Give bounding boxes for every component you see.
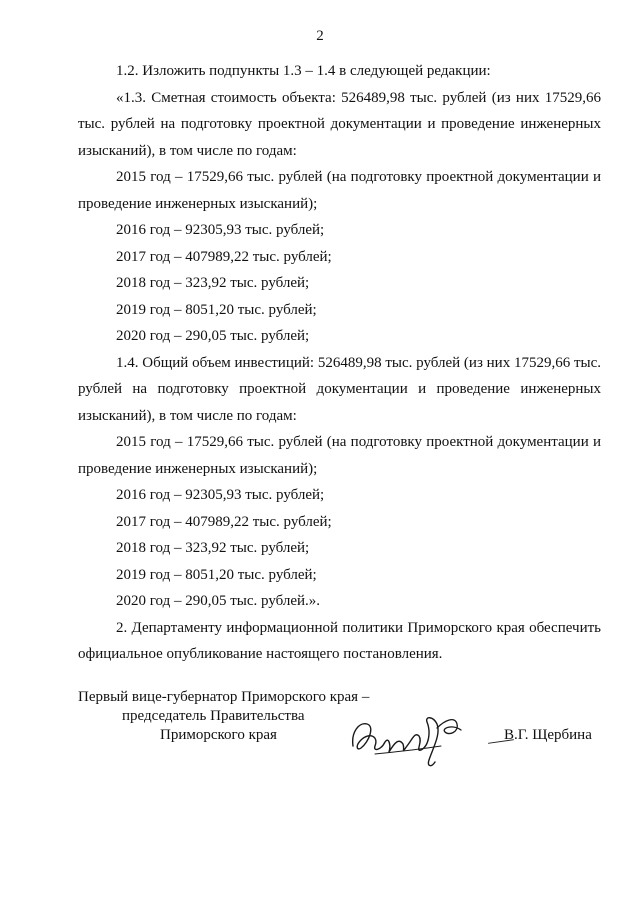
page-number: 2 — [316, 28, 324, 44]
paragraph-1-3: «1.3. Сметная стоимость объекта: 526489,98 тыс. рублей (из них 17529,66 тыс. рублей на подготовку проектной документации и проведение инженерных изысканий), в том числе по годам: — [78, 89, 601, 159]
paragraph-1-3-year-2017: 2017 год – 407989,22 тыс. рублей; — [116, 248, 332, 265]
paragraph-1-4-year-2015: 2015 год – 17529,66 тыс. рублей (на подготовку проектной документации и проведение инженерных изысканий); — [78, 434, 601, 477]
paragraph-1-4-year-2018: 2018 год – 323,92 тыс. рублей; — [116, 540, 310, 556]
signature-block — [0, 688, 640, 778]
document-body — [78, 58, 601, 668]
signatory-title-line-2: председатель Правительства — [122, 708, 305, 724]
paragraph-1-3-year-2018: 2018 год – 323,92 тыс. рублей; — [116, 275, 310, 291]
signatory-title-line-1: Первый вице-губернатор Приморского края – — [78, 689, 370, 705]
paragraph-1-3-year-2016: 2016 год – 92305,93 тыс. рублей; — [116, 222, 325, 238]
paragraph-1-4-year-2017: 2017 год – 407989,22 тыс. рублей; — [116, 513, 332, 530]
paragraph-1-4-year-2019: 2019 год – 8051,20 тыс. рублей; — [116, 566, 317, 583]
paragraph-1-3-year-2020: 2020 год – 290,05 тыс. рублей; — [116, 328, 310, 344]
paragraph-1-2: 1.2. Изложить подпункты 1.3 – 1.4 в следующей редакции: — [116, 63, 491, 79]
paragraph-1-3-year-2015: 2015 год – 17529,66 тыс. рублей (на подготовку проектной документации и проведение инженерных изысканий); — [78, 169, 601, 212]
paragraph-1-3-year-2019: 2019 год – 8051,20 тыс. рублей; — [116, 301, 317, 318]
paragraph-1-4-year-2020: 2020 год – 290,05 тыс. рублей.». — [116, 593, 321, 609]
paragraph-1-4-year-2016: 2016 год – 92305,93 тыс. рублей; — [116, 487, 325, 503]
paragraph-2: 2. Департаменту информационной политики Приморского края обеспечить официальное опубликование настоящего постановления. — [78, 619, 601, 662]
signatory-name: В.Г. Щербина — [504, 727, 592, 743]
signatory-title-line-3: Приморского края — [160, 727, 277, 743]
handwritten-signature — [345, 702, 485, 772]
paragraph-1-4: 1.4. Общий объем инвестиций: 526489,98 тыс. рублей (из них 17529,66 тыс. рублей на подготовку проектной документации и проведение инженерных изысканий), в том числе по годам: — [78, 354, 601, 424]
